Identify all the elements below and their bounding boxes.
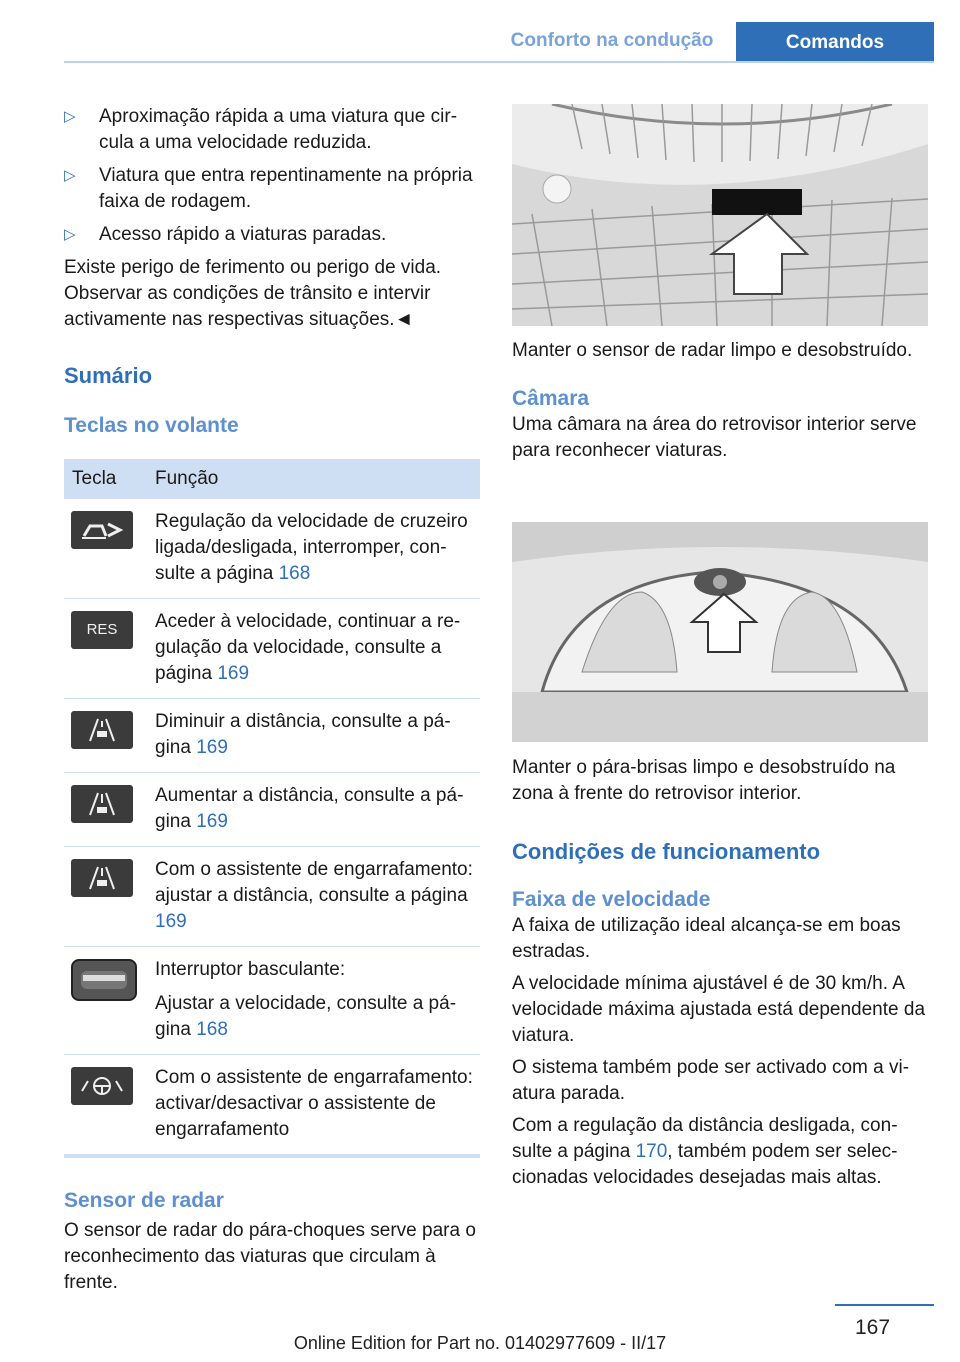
heading-steering-keys: Teclas no volante (64, 414, 239, 437)
distance-increase-icon (71, 785, 133, 823)
triangle-bullet-icon: ▷ (64, 226, 76, 243)
heading-radar-sensor: Sensor de radar (64, 1189, 224, 1212)
radar-text: O sensor de radar do pára-choques serve para o reconhecimento das viaturas que circulam à frente. (64, 1220, 476, 1293)
speed-paragraph-2: A velocidade mínima ajustável é de 30 km/h. A velocidade máxima ajustada está dependente da viatura. (512, 973, 926, 1046)
table-header (64, 459, 480, 499)
speed-paragraph-3: O sistema também pode ser activado com a viatura parada. (512, 1057, 910, 1104)
triangle-bullet-icon: ▷ (64, 167, 76, 184)
function-cell: Diminuir a distância, consulte a página 169 (147, 699, 480, 773)
list-item: ▷ Aproximação rápida a uma viatura que circula a uma velocidade reduzida. (64, 106, 458, 153)
keys-table (64, 459, 480, 1158)
camera-text: Uma câmara na área do retrovisor interior serve para reconhecer viaturas. (512, 414, 917, 461)
page-link[interactable]: 169 (196, 811, 228, 832)
page-link[interactable]: 169 (196, 737, 228, 758)
footer-rule (835, 1304, 934, 1306)
edition-text: Online Edition for Part no. 01402977609 - II/17 (293, 1333, 667, 1353)
res-button-icon: RES (71, 611, 133, 649)
speed-paragraph-4: Com a regulação da distância desligada, consulte a página 170, também podem ser seleccionadas velocidades desejadas mais altas. (512, 1115, 898, 1188)
function-cell: Aceder à velocidade, continuar a regulação da velocidade, consulte a página 169 (147, 599, 480, 699)
speed-paragraph-1: A faixa de utilização ideal alcança-se em boas estradas. (512, 915, 901, 962)
table-row (64, 1055, 480, 1157)
function-cell: Com o assistente de engarrafamento: ajustar a distância, consulte a página 169 (147, 847, 480, 947)
page-link[interactable]: 168 (196, 1019, 228, 1040)
right-column-upper (512, 338, 928, 470)
chapter-tab: Comandos (736, 22, 934, 63)
list-item: ▷ Viatura que entra repentinamente na própria faixa de rodagem. (64, 165, 473, 212)
distance-adjust-icon (71, 859, 133, 897)
section-title: Conforto na condução (510, 30, 714, 51)
rocker-switch-icon (71, 959, 137, 1001)
page-number: 167 (855, 1316, 891, 1339)
table-row (64, 499, 480, 599)
triangle-bullet-icon: ▷ (64, 108, 76, 125)
table-row (64, 699, 480, 773)
table-row (64, 947, 480, 1055)
page-link[interactable]: 169 (155, 911, 187, 932)
left-column (64, 104, 480, 1302)
radar-sensor-photo (512, 104, 928, 326)
windshield-camera-photo (512, 522, 928, 742)
page-link[interactable]: 169 (217, 663, 250, 684)
radar-caption: Manter o sensor de radar limpo e desobstruído. (512, 340, 913, 361)
function-cell: Interruptor basculante: Ajustar a velocidade, consulte a página 168 (147, 947, 480, 1055)
heading-summary: Sumário (64, 363, 153, 388)
heading-speed-range: Faixa de velocidade (512, 888, 711, 911)
function-cell: Aumentar a distância, consulte a página 169 (147, 773, 480, 847)
right-column-lower (512, 755, 928, 1197)
page-link[interactable]: 168 (278, 563, 311, 584)
traffic-jam-assistant-icon (71, 1067, 133, 1105)
header-rule (64, 61, 934, 63)
col-header-key: Tecla (64, 459, 147, 499)
list-item: ▷ Acesso rápido a viaturas paradas. (64, 222, 480, 248)
table-row (64, 773, 480, 847)
function-cell: Regulação da velocidade de cruzeiro ligada/desligada, interromper, consulte a página 168 (147, 499, 480, 599)
cruise-control-icon (71, 511, 133, 549)
function-cell: Com o assistente de engarrafamento: activar/desactivar o assistente de engarrafamento (147, 1055, 480, 1157)
table-row (64, 599, 480, 699)
distance-decrease-icon (71, 711, 133, 749)
warning-text: Existe perigo de ferimento ou perigo de vida. Observar as condições de trânsito e intervir activamente nas respectivas situações.◄ (64, 257, 442, 330)
camera-caption: Manter o pára-brisas limpo e desobstruído na zona à frente do retrovisor interior. (512, 757, 896, 804)
table-row (64, 847, 480, 947)
heading-camera: Câmara (512, 387, 590, 410)
heading-operating-conditions: Condições de funcionamento (512, 839, 821, 864)
col-header-function: Função (147, 459, 480, 499)
page-link[interactable]: 170 (635, 1141, 668, 1162)
